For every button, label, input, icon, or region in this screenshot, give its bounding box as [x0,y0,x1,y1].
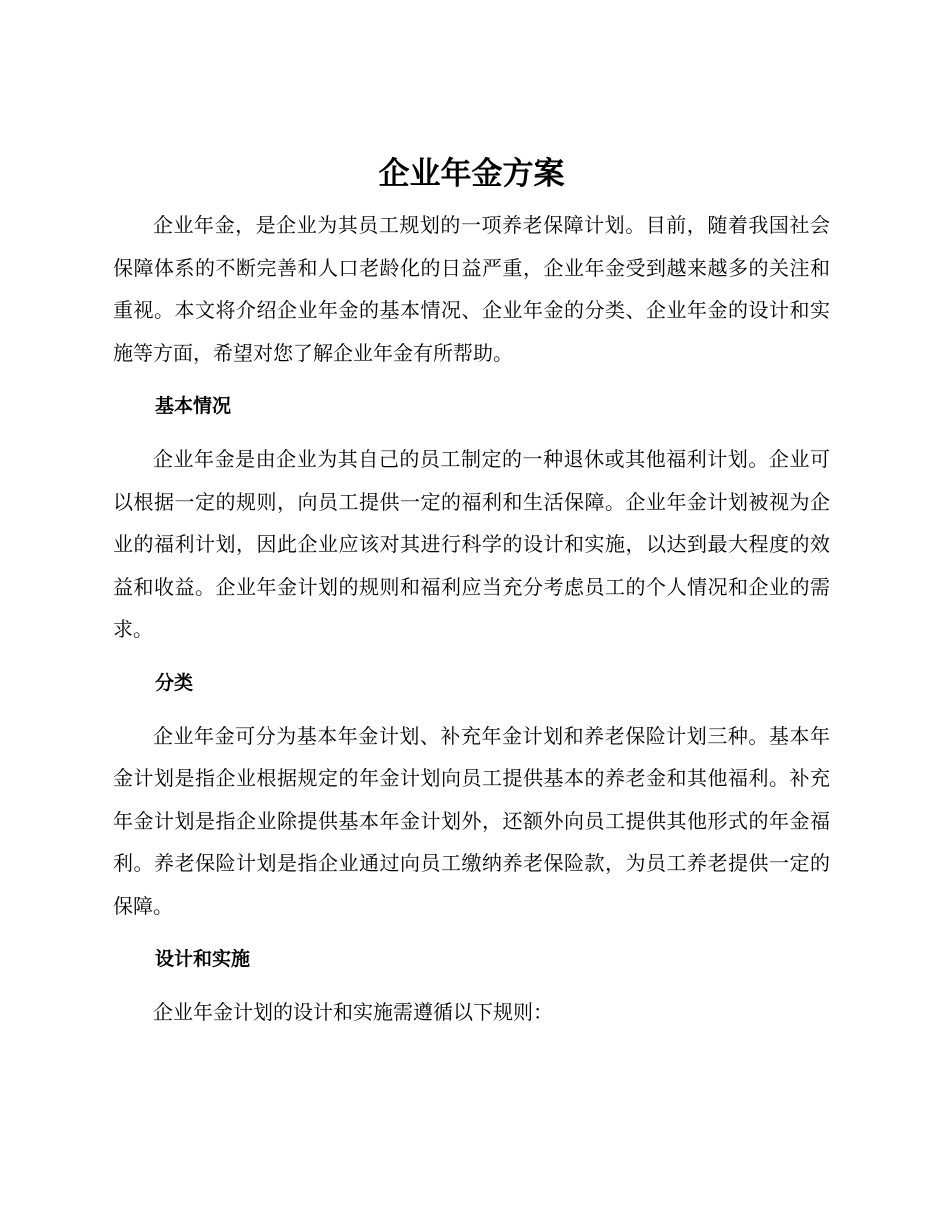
section-heading-basic: 基本情况 [155,395,232,417]
section-heading-design: 设计和实施 [155,948,251,970]
document-body [113,148,830,1046]
section-paragraph-design: 企业年金计划的设计和实施需遵循以下规则： [153,1000,553,1024]
section-paragraph-basic: 企业年金是由企业为其自己的员工制定的一种退休或其他福利计划。企业可以根据一定的规则，向员工提供一定的福利和生活保障。企业年金计划被视为企业的福利计划，因此企业应该对其进行科学的设计和实施，以达到最大程度的效益和收益。企业年金计划的规则和福利应当充分考虑员工的个人情况和企业的需求。 [113,447,830,641]
intro-paragraph: 企业年金，是企业为其员工规划的一项养老保障计划。目前，随着我国社会保障体系的不断完善和人口老龄化的日益严重，企业年金受到越来越多的关注和重视。本文将介绍企业年金的基本情况、企业年金的分类、企业年金的设计和实施等方面，希望对您了解企业年金有所帮助。 [113,213,830,365]
section-heading-classification: 分类 [155,671,194,694]
section-paragraph-classification: 企业年金可分为基本年金计划、补充年金计划和养老保险计划三种。基本年金计划是指企业根据规定的年金计划向员工提供基本的养老金和其他福利。补充年金计划是指企业除提供基本年金计划外，还额外向员工提供其他形式的年金福利。养老保险计划是指企业通过向员工缴纳养老保险款，为员工养老提供一定的保障。 [113,723,830,918]
document-title: 企业年金方案 [378,156,565,192]
